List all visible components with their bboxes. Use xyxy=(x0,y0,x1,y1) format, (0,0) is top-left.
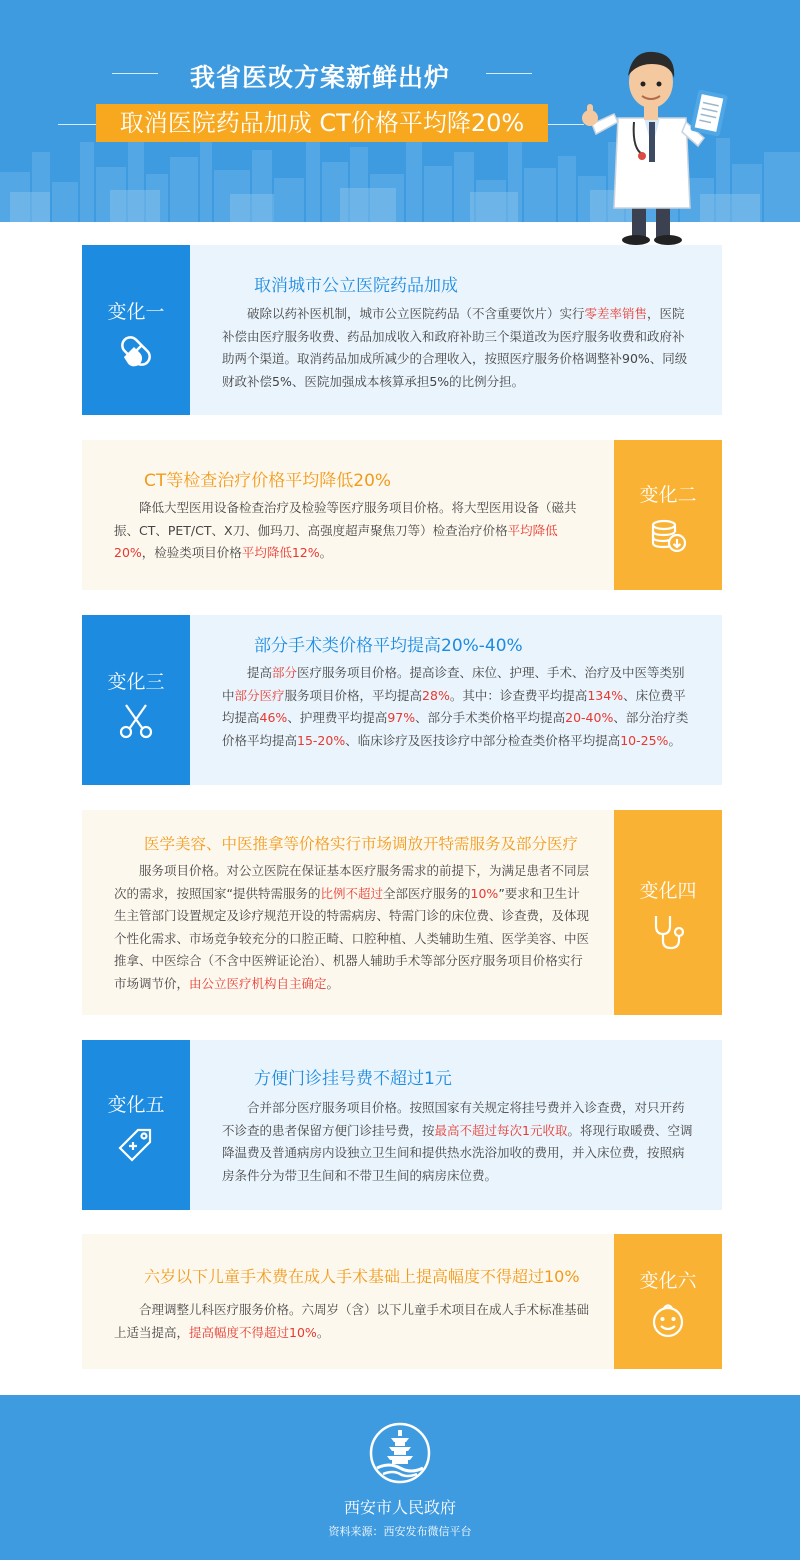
scissors-icon xyxy=(116,701,156,741)
highlight-text: 平均降低20% xyxy=(114,522,558,560)
change-tab-label: 变化三 xyxy=(107,671,165,693)
body-text: 全部医疗服务的 xyxy=(383,885,471,901)
coins-down-icon xyxy=(648,516,688,556)
highlight-text: 由公立医疗机构自主确定 xyxy=(189,975,327,991)
change-title: 医学美容、中医推拿等价格实行市场调放开特需服务及部分医疗 xyxy=(144,835,579,853)
highlight-text: 提高幅度不得超过10% xyxy=(189,1324,317,1340)
body-text: 合并部分医疗服务项目价格。按照国家有关规定将挂号费并入诊查费，对只开药不诊查的患者保留方便门诊挂号费，按 xyxy=(222,1100,685,1138)
body-text: 。其中：诊查费平均提高 xyxy=(449,687,588,703)
highlight-text: 最高不超过每次1元收取 xyxy=(434,1122,568,1138)
highlight-text: 比例不超过 xyxy=(320,885,383,901)
highlight-text: 部分医疗 xyxy=(234,687,285,703)
change-tab-label: 变化五 xyxy=(107,1094,165,1116)
body-text: ，医院补偿由医疗服务收费、药品加成收入和政府补助三个渠道改为医疗服务收费和政府补助两个渠道。取消药品加成所减少的合理收入，按照医疗服务价格调整补90%、同级财政补偿5%、医院加强成本核算承担5%的比例分担。 xyxy=(222,306,688,389)
change-tab-4 xyxy=(614,810,722,1015)
body-text: 破除以药补医机制，城市公立医院药品（不含重要饮片）实行 xyxy=(247,306,585,321)
change-tab-6 xyxy=(614,1234,722,1369)
change-card-3 xyxy=(82,615,722,785)
subtitle-divider-right xyxy=(548,124,584,125)
body-text: 降低大型医用设备检查治疗及检验等医疗服务项目价格。将大型医用设备（磁共振、CT、PET/CT、X刀、伽玛刀、高强度超声聚焦刀等）检查治疗价格 xyxy=(114,500,577,538)
change-tab-label: 变化一 xyxy=(107,301,165,323)
change-body xyxy=(114,1299,590,1344)
change-card-2 xyxy=(82,440,722,590)
pill-icon xyxy=(116,331,156,371)
footer-source: 资料来源：西安发布微信平台 xyxy=(328,1525,472,1538)
footer-organization: 西安市人民政府 xyxy=(343,1498,456,1517)
body-text: 、部分手术类价格平均提高 xyxy=(415,710,566,725)
doctor-illustration-icon xyxy=(582,38,732,248)
body-text: ”要求和卫生计生主管部门设置规定及诊疗规范开设的特需病房、特需门诊的床位费、诊查费，及体现个性化需求、市场竞争较充分的口腔正畸、口腔种植、人类辅助生殖、医学美容、中医推拿、中医综合（不含中医辨证论治）、机器人辅助手术等部分医疗服务项目价格实行市场调节价， xyxy=(114,885,590,991)
page-subtitle: 取消医院药品加成 CT价格平均降20% xyxy=(119,109,525,137)
body-text: 、床位费平均提高 xyxy=(222,687,686,725)
body-text: 提高 xyxy=(247,665,273,680)
xian-government-logo-icon xyxy=(369,1422,431,1484)
body-text: 医疗服务项目价格。提高诊查、床位、护理、手术、治疗及中医等类别中 xyxy=(222,665,685,703)
change-title: 部分手术类价格平均提高20%-40% xyxy=(254,636,523,656)
change-card-4 xyxy=(82,810,722,1015)
footer xyxy=(0,1395,800,1560)
body-text: 服务项目价格。对公立医院在保证基本医疗服务需求的前提下，为满足患者不同层次的需求，按照国家“提供特需服务的 xyxy=(114,863,590,901)
change-body xyxy=(222,662,696,752)
body-text: 。 xyxy=(319,545,333,560)
change-title: 取消城市公立医院药品加成 xyxy=(254,276,458,296)
change-body xyxy=(222,1097,696,1187)
change-tab-5 xyxy=(82,1040,190,1210)
body-text: 。 xyxy=(316,1324,330,1340)
price-tag-icon xyxy=(116,1124,156,1164)
change-title: CT等检查治疗价格平均降低20% xyxy=(144,471,392,491)
body-text: 、临床诊疗及医技诊疗中部分检查类价格平均提高 xyxy=(345,732,621,748)
change-tab-label: 变化二 xyxy=(639,484,697,506)
highlight-text: 97% xyxy=(387,710,416,725)
body-text: ，检验类项目价格 xyxy=(141,545,242,560)
change-body xyxy=(222,303,696,393)
baby-face-icon xyxy=(648,1300,688,1340)
title-divider-right xyxy=(486,73,532,74)
subtitle-divider-left xyxy=(58,124,96,125)
change-card-6 xyxy=(82,1234,722,1369)
change-tab-3 xyxy=(82,615,190,785)
highlight-text: 部分 xyxy=(272,665,298,680)
highlight-text: 20-40% xyxy=(565,710,614,725)
highlight-text: 零差率销售 xyxy=(584,306,648,321)
body-text: 合理调整儿科医疗服务价格。六周岁（含）以下儿童手术项目在成人手术标准基础上适当提高， xyxy=(114,1302,590,1340)
highlight-text: 15-20% xyxy=(297,732,346,748)
body-text: 。 xyxy=(668,732,681,748)
highlight-text: 46% xyxy=(259,710,288,725)
body-text: 、部分治疗类价格平均提高 xyxy=(222,710,689,748)
body-text: 。将现行取暖费、空调降温费及普通病房内设独立卫生间和提供热水洗浴加收的费用，并入床位费，按照病房条件分为带卫生间和不带卫生间的病房床位费。 xyxy=(222,1122,693,1183)
change-tab-1 xyxy=(82,245,190,415)
highlight-text: 平均降低12% xyxy=(241,545,320,560)
change-card-5 xyxy=(82,1040,722,1210)
change-body xyxy=(114,860,590,995)
highlight-text: 10% xyxy=(470,885,499,901)
change-tab-label: 变化六 xyxy=(639,1270,697,1292)
page-title: 我省医改方案新鲜出炉 xyxy=(189,63,450,92)
highlight-text: 10-25% xyxy=(620,732,669,748)
change-card-1 xyxy=(82,245,722,415)
body-text: 服务项目价格，平均提高 xyxy=(284,687,423,703)
change-tab-2 xyxy=(614,440,722,590)
highlight-text: 28% xyxy=(422,687,450,703)
stethoscope-icon xyxy=(648,912,688,952)
change-body xyxy=(114,497,590,565)
body-text: 。 xyxy=(326,975,340,991)
change-tab-label: 变化四 xyxy=(639,880,697,902)
body-text: 、护理费平均提高 xyxy=(287,710,388,725)
highlight-text: 134% xyxy=(587,687,624,703)
change-title: 方便门诊挂号费不超过1元 xyxy=(254,1069,452,1089)
change-title: 六岁以下儿童手术费在成人手术基础上提高幅度不得超过10% xyxy=(144,1267,580,1286)
